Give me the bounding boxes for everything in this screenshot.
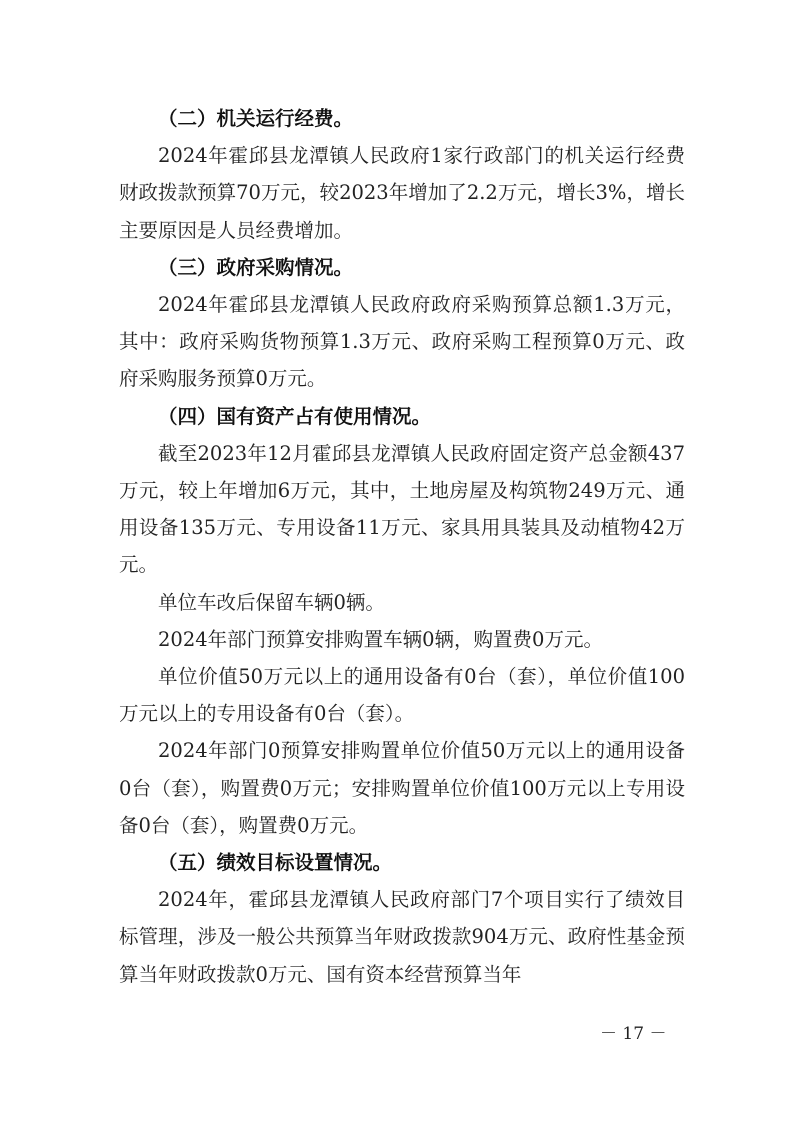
page-number: － 17 － <box>600 1024 667 1044</box>
document-body <box>119 100 685 993</box>
paragraph-retained-vehicles: 单位车改后保留车辆0辆。 <box>158 590 385 614</box>
section-heading-performance-goals: （五）绩效目标设置情况。 <box>158 851 393 875</box>
section-heading-procurement: （三）政府采购情况。 <box>158 255 354 279</box>
paragraph-admin-expenses: 2024年霍邱县龙潭镇人民政府1家行政部门的机关运行经费财政拨款预算70万元，较2023年增加了2.2万元，增长3%，增长主要原因是人员经费增加。 <box>119 144 685 242</box>
paragraph-equipment-count: 单位价值50万元以上的通用设备有0台（套），单位价值100万元以上的专用设备有0台（套）。 <box>119 665 685 726</box>
section-heading-admin-expenses: （二）机关运行经费。 <box>158 107 354 130</box>
paragraph-performance-goals: 2024年，霍邱县龙潭镇人民政府部门7个项目实行了绩效目标管理，涉及一般公共预算当年财政拨款904万元、政府性基金预算当年财政拨款0万元、国有资本经营预算当年 <box>119 888 685 986</box>
paragraph-vehicle-purchase: 2024年部门预算安排购置车辆0辆，购置费0万元。 <box>158 627 603 651</box>
paragraph-fixed-assets: 截至2023年12月霍邱县龙潭镇人民政府固定资产总金额437万元，较上年增加6万元，其中，土地房屋及构筑物249万元、通用设备135万元、专用设备11万元、家具用具装具及动植物42万元。 <box>119 441 685 577</box>
paragraph-procurement: 2024年霍邱县龙潭镇人民政府政府采购预算总额1.3万元，其中：政府采购货物预算1.3万元、政府采购工程预算0万元、政府采购服务预算0万元。 <box>119 293 685 391</box>
section-heading-state-assets: （四）国有资产占有使用情况。 <box>158 404 432 428</box>
paragraph-equipment-purchase: 2024年部门0预算安排购置单位价值50万元以上的通用设备0台（套），购置费0万元；安排购置单位价值100万元以上专用设备0台（套），购置费0万元。 <box>119 739 685 837</box>
